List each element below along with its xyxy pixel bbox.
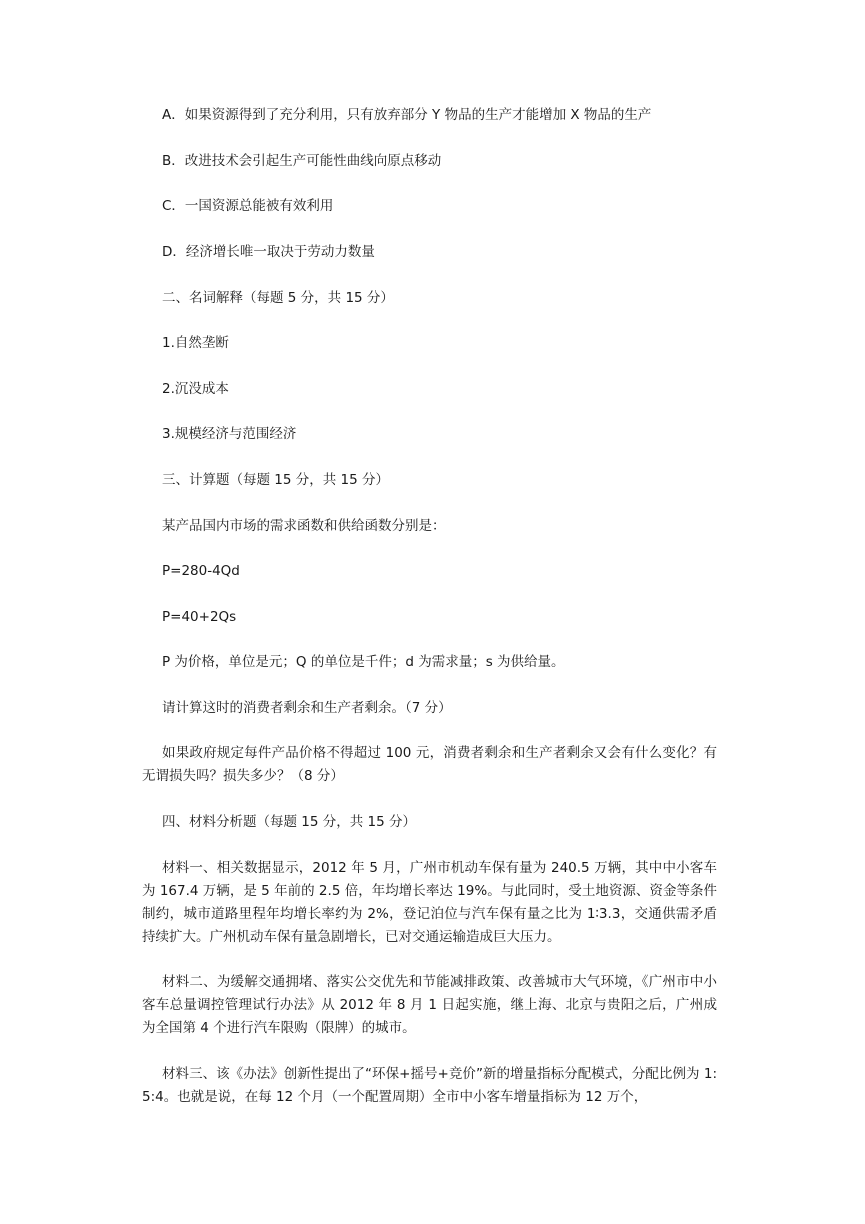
calc-question-1: 请计算这时的消费者剩余和生产者剩余。（7 分） bbox=[162, 700, 452, 716]
section-heading-analysis: 四、材料分析题（每题 15 分，共 15 分） bbox=[162, 814, 417, 830]
demand-function: P=280-4Qd bbox=[162, 563, 240, 579]
material-3: 材料三、该《办法》创新性提出了“环保+摇号+竞价”新的增量指标分配模式，分配比例为 1:5:4。也就是说，在每 12 个月（一个配置周期）全市中小客车增量指标为 12 万个， bbox=[142, 1066, 717, 1105]
material-1: 材料一、相关数据显示，2012 年 5 月，广州市机动车保有量为 240.5 万辆，其中中小客车为 167.4 万辆，是 5 年前的 2.5 倍，年均增长率达 19%。与此同时，受土地资源、资金等条件制约，城市道路里程年均增长率约为 2%，登记泊位与汽车保有量之比为 1∶3.3，交通供需矛盾持续扩大。广州机动车保有量急剧增长，已对交通运输造成巨大压力。 bbox=[142, 860, 717, 945]
supply-function: P=40+2Qs bbox=[162, 609, 237, 625]
term-item-2: 2.沉没成本 bbox=[162, 381, 229, 397]
option-a: A．如果资源得到了充分利用，只有放弃部分 Y 物品的生产才能增加 X 物品的生产 bbox=[162, 107, 652, 123]
section-heading-terms: 二、名词解释（每题 5 分，共 15 分） bbox=[162, 290, 394, 306]
option-d: D．经济增长唯一取决于劳动力数量 bbox=[162, 244, 375, 260]
option-b: B．改进技术会引起生产可能性曲线向原点移动 bbox=[162, 153, 442, 169]
material-2: 材料二、为缓解交通拥堵、落实公交优先和节能减排政策、改善城市大气环境，《广州市中小客车总量调控管理试行办法》从 2012 年 8 月 1 日起实施，继上海、北京与贵阳之后，广州成为全国第 4 个进行汽车限购（限牌）的城市。 bbox=[142, 974, 717, 1036]
variable-definitions: P 为价格，单位是元；Q 的单位是千件；d 为需求量；s 为供给量。 bbox=[162, 654, 565, 670]
term-item-1: 1.自然垄断 bbox=[162, 335, 229, 351]
term-item-3: 3.规模经济与范围经济 bbox=[162, 426, 297, 442]
option-c: C．一国资源总能被有效利用 bbox=[162, 198, 334, 214]
calc-intro: 某产品国内市场的需求函数和供给函数分别是： bbox=[162, 518, 446, 534]
calc-question-2: 如果政府规定每件产品价格不得超过 100 元，消费者剩余和生产者剩余又会有什么变化？有无谓损失吗？损失多少？（8 分） bbox=[142, 745, 717, 784]
section-heading-calculation: 三、计算题（每题 15 分，共 15 分） bbox=[162, 472, 390, 488]
